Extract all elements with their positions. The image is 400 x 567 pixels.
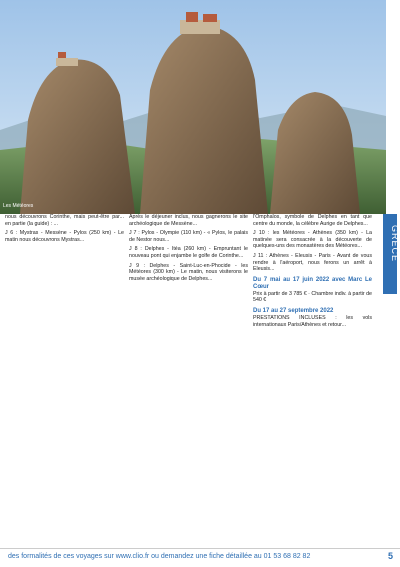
- text-column-1: [5, 214, 124, 246]
- paragraph: J 10 : les Météores - Athènes (350 km) - La matinée sera consacrée à la découverte de quelques-uns des monastères des Météores...: [253, 230, 372, 250]
- paragraph: J 6 : Mystras - Messène - Pylos (250 km) - Le matin nous découvrons Mystras...: [5, 230, 124, 243]
- footer-text: des formalités de ces voyages sur www.clio.fr ou demandez une fiche détaillée au 01 53 68 82 82: [8, 553, 311, 560]
- country-label: GRÈCE: [390, 225, 400, 263]
- paragraph: J 7 : Pylos - Olympie (110 km) - « Pylos, le palais de Nestor nous...: [129, 230, 248, 243]
- date-detail: Prix à partir de 3 785 € · Chambre indiv. à partir de 540 €: [253, 290, 372, 304]
- date-title: Du 7 mai au 17 juin 2022 avec Marc Le Cœur: [253, 276, 372, 290]
- text-column-2: [129, 214, 248, 285]
- text-column-3: [253, 214, 372, 328]
- date-detail: PRESTATIONS INCLUSES : les vols internationaux Paris/Athènes et retour...: [253, 314, 372, 328]
- paragraph: l'Omphalos, symbole de Delphes en tant que centre du monde, la célèbre Aurige de Delphes...: [253, 214, 372, 227]
- header-photo: [0, 0, 386, 214]
- photo-caption: Les Météores: [3, 203, 34, 209]
- paragraph: J 11 : Athènes - Eleusis - Paris - Avant de vous rendre à l'aéroport, nous ferons un arrêt à Eleusis...: [253, 252, 372, 273]
- paragraph: Après le déjeuner inclus, nous gagnerons le site archéologique de Messène...: [129, 214, 248, 227]
- paragraph: J 9 : Delphes - Saint-Luc-en-Phocide - les Météores (300 km) - Le matin, nous visiterons le musée archéologique de Delphes...: [129, 262, 248, 282]
- page-footer: [0, 548, 400, 567]
- paragraph: nous découvrons Corinthe, mais peut-être par... en partie (la guide) : ...: [5, 214, 124, 227]
- date-title: Du 17 au 27 septembre 2022: [253, 307, 334, 314]
- page-number: 5: [387, 551, 393, 561]
- meteora-landscape-illustration: [0, 0, 386, 214]
- paragraph: J 8 : Delphes - Itéa (260 km) - Empruntant le nouveau pont qui enjambe le golfe de Corinthe...: [129, 246, 248, 259]
